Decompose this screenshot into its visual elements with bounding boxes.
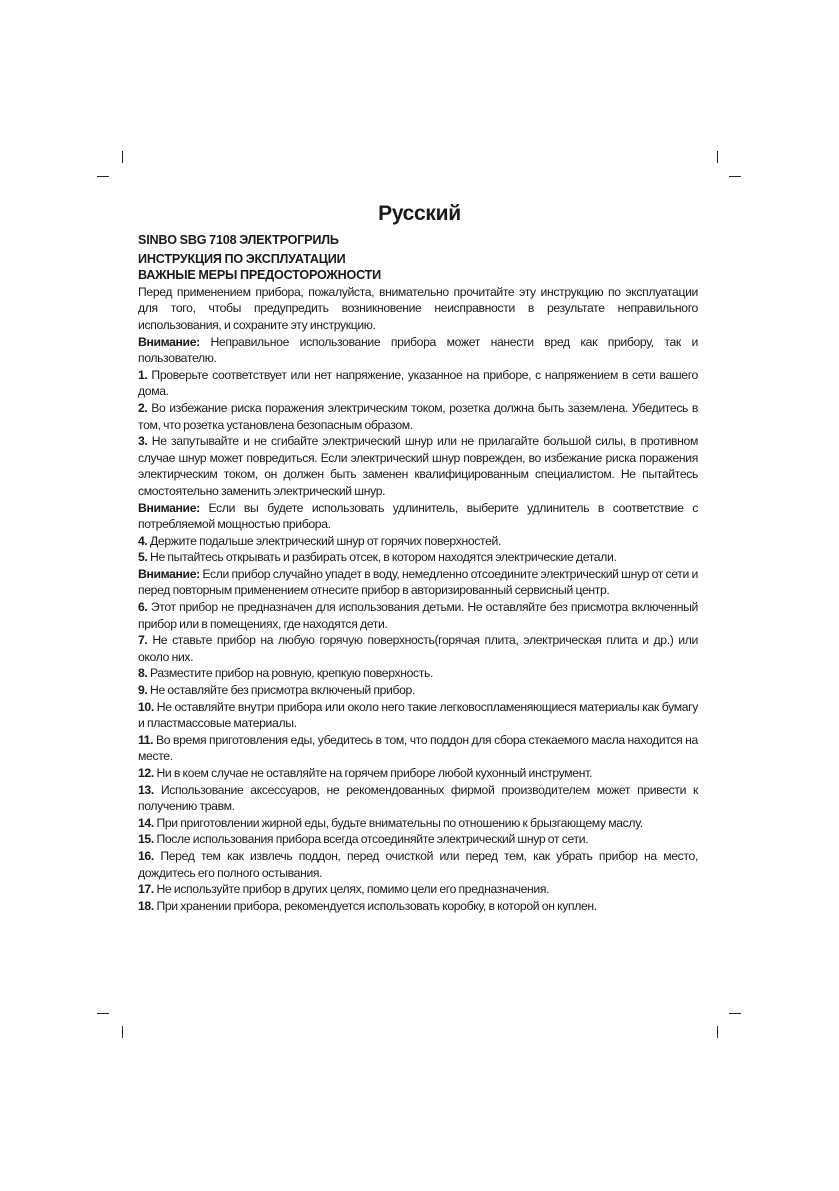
safety-item — [138, 632, 698, 665]
safety-item — [138, 682, 698, 699]
crop-mark-bottom-left-vertical — [122, 1026, 123, 1038]
safety-item-text: Проверьте соответствует или нет напряжение, указанное на приборе, с напряжением в сети вашего дома. — [138, 367, 698, 399]
safety-item-text: Не запутывайте и не сгибайте электрический шнур или не прилагайте большой силы, в противном случае шнур может повредиться. Если электрический шнур поврежден, во избежание риска поражения электирческим током, он должен быть заменен квалифицированным специалистом. Не пытайтесь смостоятельно заменить электрический шнур. — [138, 434, 698, 498]
safety-item-lead: Внимание: — [138, 566, 200, 581]
safety-item-text: Во избежание риска поражения электрическим током, розетка должна быть заземлена. Убедитесь в том, что розетка установлена безопасным образом. — [138, 400, 698, 432]
safety-item — [138, 848, 698, 881]
instruction-body — [138, 232, 698, 914]
safety-item-text: Не оставляйте без присмотра включеный прибор. — [147, 683, 416, 698]
safety-item — [138, 549, 698, 566]
safety-item — [138, 898, 698, 915]
safety-item — [138, 815, 698, 832]
safety-item-text: Не ставьте прибор на любую горячую поверхность(горячая плита, электрическая плита и др.) или около них. — [138, 633, 698, 664]
safety-item-text: Неправильное использование прибора может нанести вред как прибору, так и пользователю. — [138, 334, 698, 366]
crop-mark-bottom-left-horizontal — [97, 1013, 109, 1014]
safety-item-lead: Внимание: — [138, 500, 200, 515]
safety-item-lead: 8. — [138, 666, 148, 681]
safety-item-text: Если прибор случайно упадет в воду, немедленно отсоедините электрический шнур от сети и перед повторным применением отнесите прибор в авторизированный сервисный центр. — [138, 566, 698, 598]
safety-item — [138, 500, 698, 533]
safety-item-lead: Внимание: — [138, 334, 200, 349]
safety-item-text: Разместите прибор на ровную, крепкую поверхность. — [147, 666, 434, 681]
safety-item-lead: 16. — [138, 848, 154, 863]
safety-item — [138, 765, 698, 782]
safety-item-lead: 1. — [138, 367, 148, 382]
crop-mark-top-right-horizontal — [729, 176, 741, 177]
safety-item-lead: 7. — [138, 633, 148, 648]
safety-item — [138, 533, 698, 550]
safety-item-text: Не оставляйте внутри прибора или около него такие легковоспламеняющиеся материалы как бумагу и пластмассовые материалы. — [138, 699, 698, 731]
safety-item — [138, 367, 698, 400]
safety-item — [138, 782, 698, 815]
safety-item — [138, 881, 698, 898]
crop-mark-top-right-vertical — [717, 151, 718, 163]
safety-item-text: После использования прибора всегда отсоединяйте электрический шнур от сети. — [153, 832, 589, 847]
safety-item-text: Ни в коем случае не оставляйте на горячем приборе любой кухонный инструмент. — [153, 766, 592, 780]
safety-item-lead: 5. — [138, 550, 148, 565]
safety-item — [138, 732, 698, 765]
safety-item — [138, 566, 698, 599]
safety-item — [138, 400, 698, 433]
safety-item-text: Держите подальше электрический шнур от горячих поверхностей. — [147, 533, 502, 548]
safety-item — [138, 699, 698, 732]
section-title: ВАЖНЫЕ МЕРЫ ПРЕДОСТОРОЖНОСТИ — [138, 268, 382, 283]
safety-item-lead: 11. — [138, 732, 154, 747]
language-title: Русский — [378, 202, 461, 225]
safety-item — [138, 831, 698, 848]
product-line: SINBO SBG 7108 ЭЛЕКТРОГРИЛЬ — [138, 233, 339, 247]
safety-item-lead: 14. — [138, 815, 154, 830]
safety-item-text: Не пытайтесь открывать и разбирать отсек, в котором находятся электрические детали. — [147, 550, 617, 565]
safety-item-lead: 3. — [138, 434, 148, 449]
safety-list — [138, 334, 698, 915]
safety-item-text: Не используйте прибор в других целях, помимо цели его предназначения. — [153, 882, 550, 897]
safety-item-text: Во время приготовления еды, убедитесь в том, что поддон для сбора стекаемого масла находится на месте. — [138, 732, 698, 764]
safety-item — [138, 599, 698, 632]
safety-item-text: Если вы будете использовать удлинитель, выберите удлинитель в соответствие с потребляемой мощностью прибора. — [138, 500, 698, 532]
intro-paragraph: Перед применением прибора, пожалуйста, внимательно прочитайте эту инструкцию по эксплуатации для того, чтобы предупредить возникновение неисправности в результате неправильного использования, и сохраните эту инструкцию. — [138, 284, 698, 332]
safety-item-lead: 2. — [138, 400, 148, 415]
crop-mark-bottom-right-vertical — [717, 1026, 718, 1038]
safety-item — [138, 433, 698, 499]
safety-item-text: Использование аксессуаров, не рекомендованных фирмой производителем может привести к получению травм. — [138, 782, 698, 814]
safety-item-lead: 6. — [138, 600, 148, 615]
safety-item — [138, 665, 698, 682]
safety-item-text: При хранении прибора, рекомендуется использовать коробку, в которой он куплен. — [153, 898, 597, 913]
crop-mark-top-left-horizontal — [97, 176, 109, 177]
safety-item-lead: 10. — [138, 699, 154, 714]
safety-item-lead: 4. — [138, 533, 148, 548]
safety-item-text: При приготовлении жирной еды, будьте внимательны по отношению к брызгающему маслу. — [153, 815, 643, 830]
safety-item-lead: 18. — [138, 898, 154, 913]
safety-item-lead: 15. — [138, 832, 154, 847]
crop-mark-top-left-vertical — [122, 151, 123, 163]
crop-mark-bottom-right-horizontal — [729, 1013, 741, 1014]
safety-item-lead: 13. — [138, 782, 154, 797]
safety-item-lead: 9. — [138, 683, 148, 698]
safety-item-lead: 17. — [138, 882, 154, 897]
safety-item — [138, 334, 698, 367]
safety-item-text: Перед тем как извлечь поддон, перед очисткой или перед тем, как убрать прибор на место, дождитесь его полного остывания. — [138, 848, 698, 880]
safety-item-lead: 12. — [138, 766, 154, 780]
safety-item-text: Этот прибор не предназначен для использования детьми. Не оставляйте без присмотра включенный прибор или в помещениях, где находятся дети. — [138, 600, 698, 631]
manual-line: ИНСТРУКЦИЯ ПО ЭКСПЛУАТАЦИИ — [138, 251, 346, 266]
